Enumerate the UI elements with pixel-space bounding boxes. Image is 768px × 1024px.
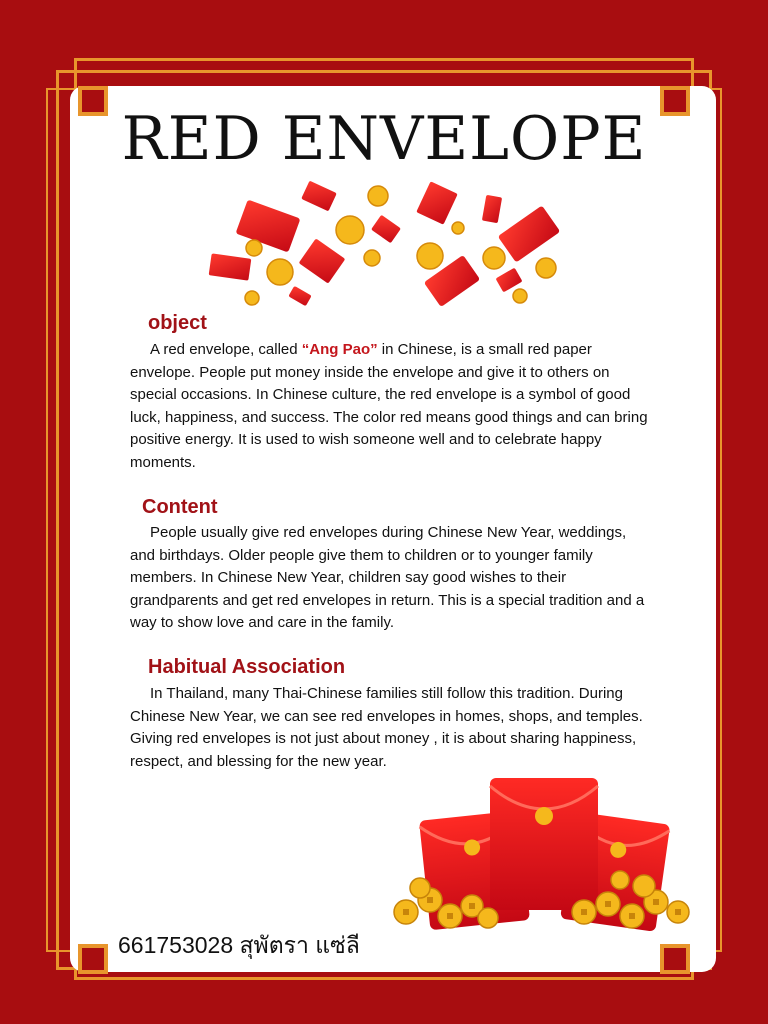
section-heading-habitual-association: Habitual Association (148, 656, 346, 678)
section-heading-object: object (148, 312, 207, 334)
corner-ornament-bottom-left (78, 944, 108, 974)
author-id-name: 661753028 สุพัตรา แซ่ลี (118, 932, 360, 958)
paragraph-text-start: A red envelope, called (150, 341, 302, 358)
section-paragraph-content (130, 522, 650, 635)
envelope-stack-illustration (388, 776, 698, 936)
paragraph-text-end: in Chinese, is a small red paper envelope. People put money inside the envelope and give it to others on special occasions. In Chinese culture, the red envelope is a symbol of good luck, happiness, and success. The color red means good things and can bring positive energy. It is used to wish someone well and to celebrate happy moments. (130, 341, 648, 471)
paragraph-text: In Thailand, many Thai-Chinese families still follow this tradition. During Chinese New Year, we can see red envelopes in homes, shops, and temples. Giving red envelopes is not just about money , it is about sharing happiness, respect, and blessing for the new year. (130, 685, 643, 770)
section-paragraph-habitual-association (130, 683, 650, 773)
section-paragraph-object (130, 339, 650, 474)
section-heading-content: Content (142, 496, 218, 518)
corner-ornament-bottom-right (660, 944, 690, 974)
ang-pao-highlight: “Ang Pao” (301, 341, 378, 358)
paragraph-text: People usually give red envelopes during Chinese New Year, weddings, and birthdays. Older people give them to children or to younger family members. In Chinese New Year, children say good wishes to their grandparents and get red envelopes in return. This is a special tradition and a way to show love and care in the family. (130, 524, 645, 631)
page-title: RED ENVELOPE (121, 104, 647, 174)
red-envelopes-coins-illustration (200, 180, 560, 310)
